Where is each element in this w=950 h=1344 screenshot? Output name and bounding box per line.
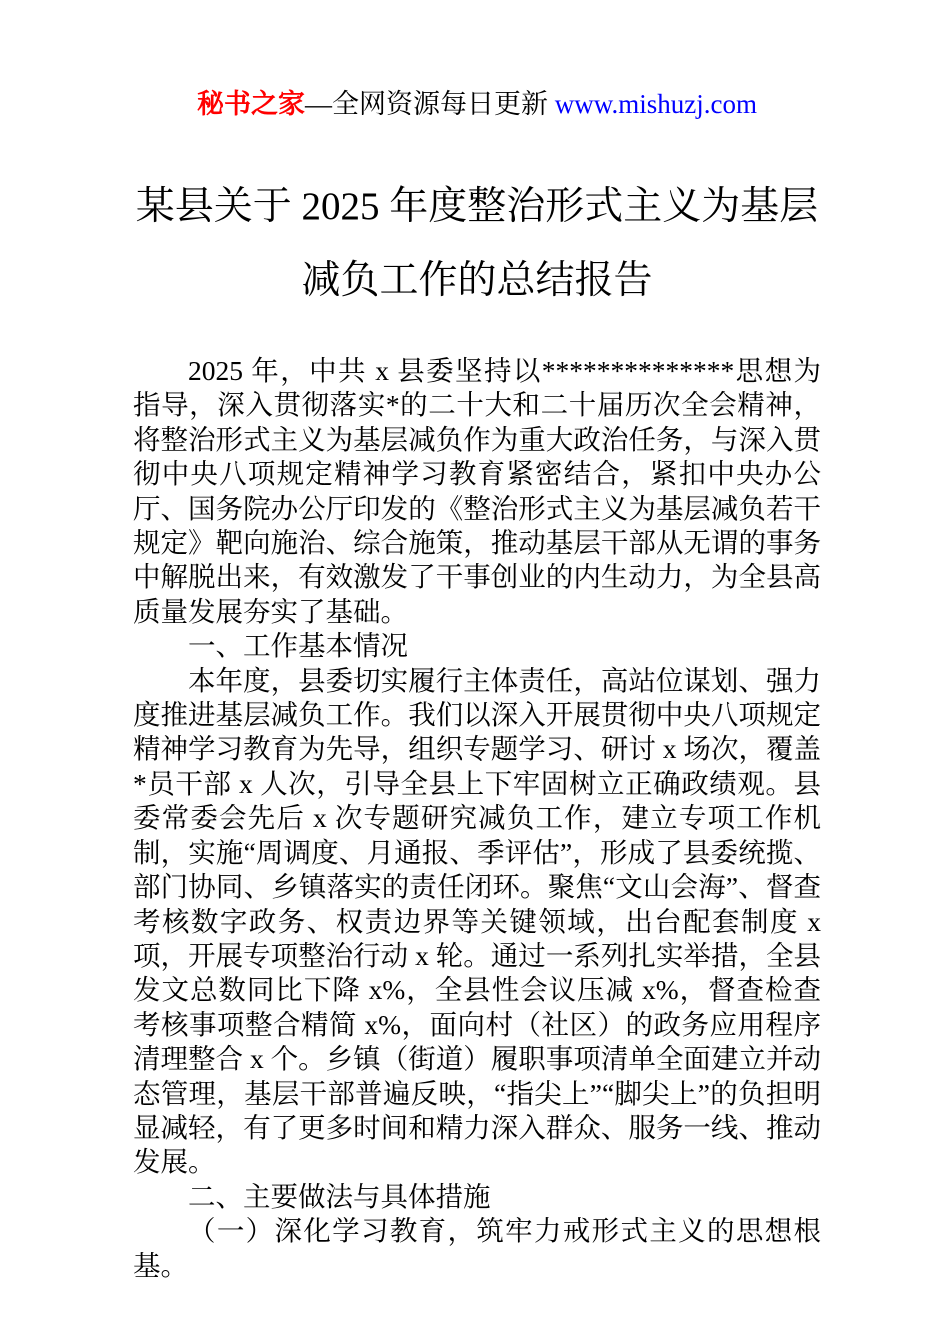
section-heading-2: 二、主要做法与具体措施 bbox=[188, 1180, 491, 1212]
paragraph-section-1: 本年度，县委切实履行主体责任，高站位谋划、强力度推进基层减负工作。我们以深入开展贯彻中央八项规定精神学习教育为先导，组织专题学习、研讨 x 场次，覆盖*员干部 x 人次，引导全县上下牢固树立正确政绩观。县委常委会先后 x 次专题研究减负工作，建立专项工作机制，实施“周调度、月通报、季评估”，形成了县委统揽、部门协同、乡镇落实的责任闭环。聚焦“文山会海”、督查考核数字政务、权责边界等关键领域，出台配套制度 x 项，开展专项整治行动 x 轮。通过一系列扎实举措，全县发文总数同比下降 x%，全县性会议压减 x%，督查检查考核事项整合精简 x%，面向村（社区）的政务应用程序清理整合 x 个。乡镇（街道）履职事项清单全面建立并动态管理，基层干部普遍反映，“指尖上”“脚尖上”的负担明显减轻，有了更多时间和精力深入群众、服务一线、推动发展。 bbox=[133, 664, 821, 1178]
document-body bbox=[133, 354, 821, 1283]
paragraph-section-2-item-1: （一）深化学习教育，筑牢力戒形式主义的思想根基。 bbox=[133, 1215, 821, 1281]
site-url-link[interactable]: www.mishuzj.com bbox=[554, 89, 757, 119]
paragraph-intro: 2025 年，中共 x 县委坚持以**************思想为指导，深入贯彻落实*的二十大和二十届历次全会精神，将整治形式主义为基层减负作为重大政治任务，与深入贯彻中央八项规定精神学习教育紧密结合，紧扣中央办公厅、国务院办公厅印发的《整治形式主义为基层减负若干规定》靶向施治、综合施策，推动基层干部从无谓的事务中解脱出来，有效激发了干事创业的内生动力，为全县高质量发展夯实了基础。 bbox=[133, 355, 821, 627]
site-tagline: —全网资源每日更新 bbox=[305, 89, 555, 119]
document-title: 某县关于 2025 年度整治形式主义为基层减负工作的总结报告 bbox=[135, 185, 819, 302]
site-brand: 秘书之家 bbox=[197, 89, 305, 119]
site-header bbox=[133, 0, 821, 120]
section-heading-1: 一、工作基本情况 bbox=[188, 630, 408, 662]
